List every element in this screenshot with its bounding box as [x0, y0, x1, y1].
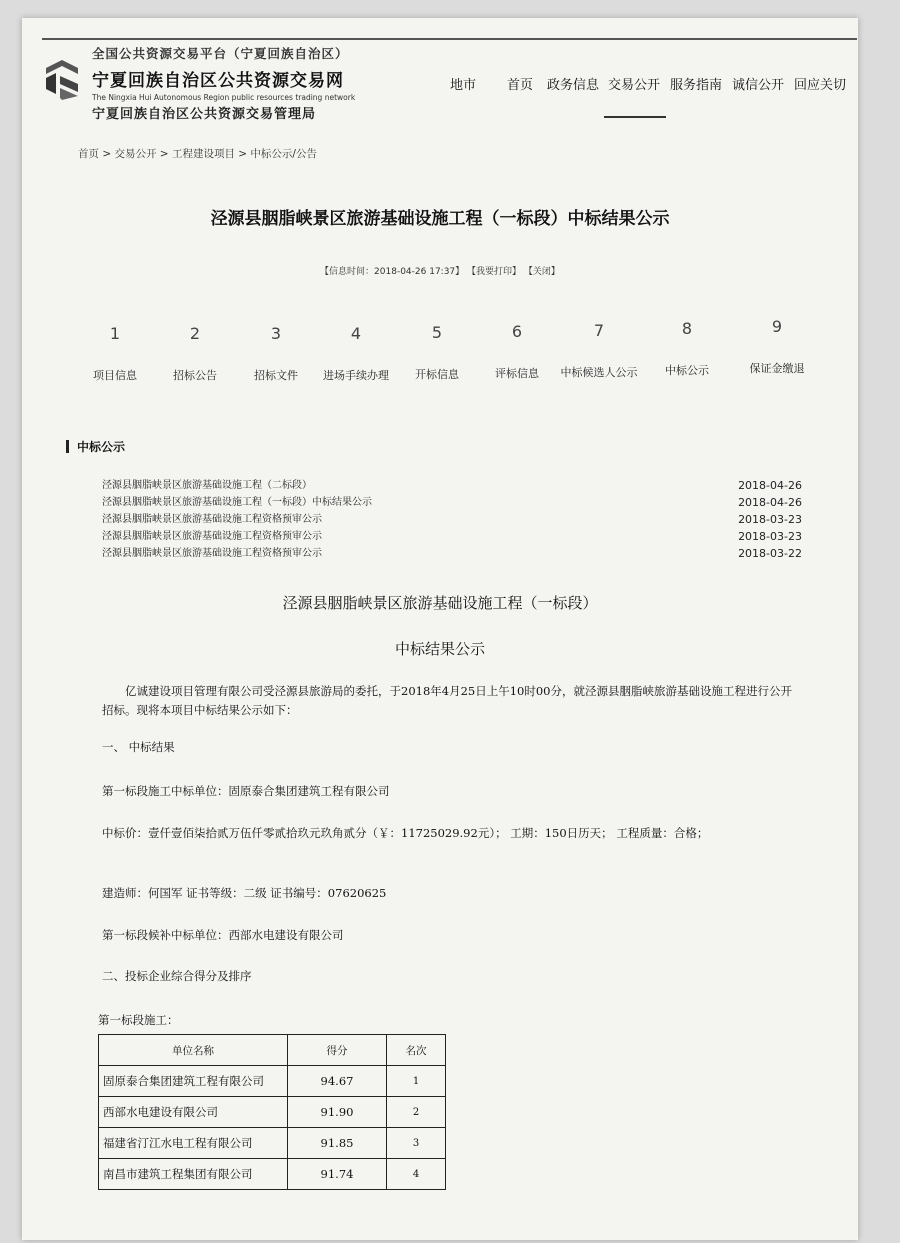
cell-rank: 4 [387, 1159, 446, 1190]
page-title: 泾源县胭脂峡景区旅游基础设施工程（一标段）中标结果公示 [210, 209, 670, 229]
nav-active-indicator [604, 116, 666, 118]
step-bid-opening[interactable] [392, 323, 482, 382]
nav-item-response[interactable]: 回应关切 [794, 78, 847, 93]
table-row [99, 1159, 446, 1190]
notice-title[interactable]: 泾源县胭脂峡景区旅游基础设施工程（一标段）中标结果公示 [102, 497, 372, 508]
step-number: 5 [431, 323, 443, 342]
platform-line: 全国公共资源交易平台（宁夏回族自治区） [92, 46, 349, 61]
col-header-name: 单位名称 [99, 1035, 288, 1066]
cell-name: 南昌市建筑工程集团有限公司 [99, 1159, 288, 1190]
notice-date: 2018-04-26 [738, 496, 802, 509]
notice-date: 2018-03-22 [738, 547, 802, 560]
step-entry-procedure[interactable] [311, 324, 401, 383]
step-award-notice[interactable] [642, 319, 732, 378]
cell-rank: 1 [387, 1066, 446, 1097]
info-meta [22, 264, 858, 277]
step-number: 9 [771, 317, 783, 336]
list-item[interactable] [102, 511, 802, 528]
notice-title[interactable]: 泾源县胭脂峡景区旅游基础设施工程资格预审公示 [102, 514, 322, 525]
header-divider [42, 38, 857, 40]
section-award-result: 一、 中标结果 [102, 740, 175, 754]
close-link[interactable]: 【关闭】 [523, 267, 560, 277]
table-row [99, 1066, 446, 1097]
step-deposit[interactable] [732, 317, 822, 376]
table-caption: 第一标段施工： [98, 1013, 179, 1027]
cell-score: 91.74 [288, 1159, 387, 1190]
list-item[interactable] [102, 545, 802, 562]
cell-rank: 2 [387, 1097, 446, 1128]
ranking-table [98, 1034, 446, 1190]
notice-list [102, 477, 802, 562]
section-bar [66, 440, 69, 453]
alternate-line: 第一标段候补中标单位：西部水电建设有限公司 [102, 928, 344, 942]
list-item[interactable] [102, 477, 802, 494]
step-label: 招标文件 [254, 369, 298, 382]
cell-name: 固原泰合集团建筑工程有限公司 [99, 1066, 288, 1097]
cell-score: 94.67 [288, 1066, 387, 1097]
step-label: 项目信息 [93, 369, 137, 382]
notice-title[interactable]: 泾源县胭脂峡景区旅游基础设施工程资格预审公示 [102, 531, 322, 542]
cell-score: 91.90 [288, 1097, 387, 1128]
cell-score: 91.85 [288, 1128, 387, 1159]
nav-item-service[interactable]: 服务指南 [670, 78, 723, 93]
document-title: 泾源县胭脂峡景区旅游基础设施工程（一标段） [282, 594, 598, 612]
nav-item-credit[interactable]: 诚信公开 [732, 78, 785, 93]
site-name-en: The Ningxia Hui Autonomous Region public resources trading network [92, 93, 356, 102]
step-number: 1 [109, 324, 121, 343]
notice-date: 2018-03-23 [738, 530, 802, 543]
step-tender-notice[interactable] [150, 324, 240, 383]
section-ranking: 二、投标企业综合得分及排序 [102, 969, 252, 983]
document-paper [22, 18, 858, 1240]
step-number: 7 [593, 321, 605, 340]
table-row [99, 1128, 446, 1159]
cell-rank: 3 [387, 1128, 446, 1159]
notice-title[interactable]: 泾源县胭脂峡景区旅游基础设施工程（二标段） [102, 480, 312, 491]
col-header-rank: 名次 [387, 1035, 446, 1066]
table-row [99, 1097, 446, 1128]
notice-date: 2018-04-26 [738, 479, 802, 492]
cell-name: 福建省汀江水电工程有限公司 [99, 1128, 288, 1159]
step-label: 中标公示 [665, 364, 709, 377]
nav-item-home[interactable]: 首页 [507, 78, 534, 93]
site-brand[interactable] [92, 44, 355, 122]
winner-line: 第一标段施工中标单位：固原泰合集团建筑工程有限公司 [102, 784, 390, 798]
site-logo-icon [42, 60, 82, 100]
step-project-info[interactable] [70, 324, 160, 383]
list-item[interactable] [102, 528, 802, 545]
step-label: 评标信息 [495, 367, 539, 380]
section-title: 中标公示 [77, 440, 126, 454]
step-number: 3 [270, 324, 282, 343]
step-number: 4 [350, 324, 362, 343]
document-subtitle: 中标结果公示 [394, 640, 485, 658]
site-name: 宁夏回族自治区公共资源交易网 [92, 71, 344, 91]
section-heading [66, 438, 125, 455]
list-item[interactable] [102, 494, 802, 511]
step-label: 进场手续办理 [323, 369, 389, 382]
step-label: 招标公告 [173, 369, 217, 382]
table-header-row [99, 1035, 446, 1066]
notice-title[interactable]: 泾源县胭脂峡景区旅游基础设施工程资格预审公示 [102, 548, 322, 559]
step-label: 保证金缴退 [749, 362, 805, 375]
step-candidates[interactable] [554, 321, 644, 380]
print-link[interactable]: 【我要打印】 [467, 267, 522, 277]
agency-name: 宁夏回族自治区公共资源交易管理局 [92, 107, 317, 122]
nav-item-government[interactable]: 政务信息 [547, 78, 600, 93]
info-time: 【信息时间：2018-04-26 17:37】 [320, 267, 465, 277]
notice-date: 2018-03-23 [738, 513, 802, 526]
col-header-score: 得分 [288, 1035, 387, 1066]
builder-line: 建造师：何国军 证书等级：二级 证书编号：07620625 [102, 886, 387, 900]
step-label: 开标信息 [415, 368, 459, 381]
nav-item-trading[interactable]: 交易公开 [608, 78, 661, 93]
step-evaluation[interactable] [472, 322, 562, 381]
step-tender-docs[interactable] [231, 324, 321, 383]
step-number: 8 [681, 319, 693, 338]
document-intro: 亿诚建设项目管理有限公司受泾源县旅游局的委托，于2018年4月25日上午10时00分，就泾源县胭脂峡旅游基础设施工程进行公开招标。现将本项目中标结果公示如下： [102, 684, 792, 717]
breadcrumb[interactable]: 首页 > 交易公开 > 工程建设项目 > 中标公示/公告 [78, 148, 317, 160]
step-number: 6 [511, 322, 523, 341]
cell-name: 西部水电建设有限公司 [99, 1097, 288, 1128]
nav-item-city[interactable]: 地市 [450, 78, 477, 93]
step-number: 2 [189, 324, 201, 343]
step-label: 中标候选人公示 [560, 366, 638, 379]
price-line: 中标价：壹仟壹佰柒拾贰万伍仟零贰拾玖元玖角贰分（￥：11725029.92元）； 工期：150日历天； 工程质量：合格； [102, 826, 709, 840]
